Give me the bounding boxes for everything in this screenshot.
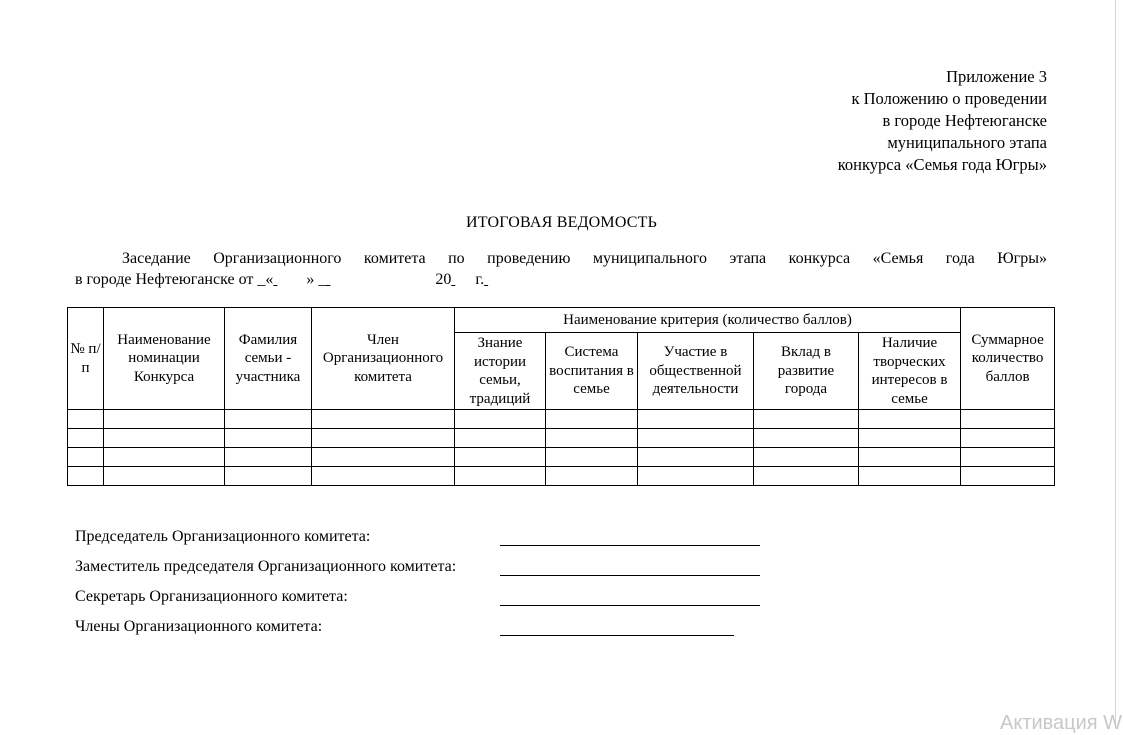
page-edge (1115, 0, 1116, 728)
table-cell[interactable] (104, 429, 225, 448)
appendix-line: в городе Нефтеюганске (882, 111, 1047, 130)
table-cell[interactable] (754, 467, 859, 486)
header-criteria-group: Наименование критерия (количество баллов) (455, 308, 961, 333)
intro-line-2 (75, 269, 1047, 290)
table-cell[interactable] (104, 448, 225, 467)
activation-watermark: Активация W (1000, 712, 1123, 734)
table-cell[interactable] (104, 467, 225, 486)
month-blank[interactable] (326, 269, 435, 290)
table-cell[interactable] (859, 410, 961, 429)
table-row (68, 410, 1055, 429)
header-criterion: Вклад в развитие города (754, 333, 859, 410)
table-cell[interactable] (68, 429, 104, 448)
table-cell[interactable] (754, 410, 859, 429)
table-cell[interactable] (961, 410, 1055, 429)
table-cell[interactable] (312, 467, 455, 486)
table-row (68, 467, 1055, 486)
table-cell[interactable] (754, 448, 859, 467)
table-cell[interactable] (225, 467, 312, 486)
signature-row (75, 556, 456, 586)
table-cell[interactable] (754, 429, 859, 448)
signature-label-secretary: Секретарь Организационного комитета: (75, 588, 348, 605)
signature-row (75, 586, 456, 616)
header-total-score: Суммарное количество баллов (961, 308, 1055, 410)
table-cell[interactable] (312, 448, 455, 467)
intro-quote-close: » _ (306, 271, 327, 288)
signature-label-chairman: Председатель Организационного комитета: (75, 528, 371, 545)
header-criterion: Система воспитания в семье (546, 333, 638, 410)
table-cell[interactable] (961, 467, 1055, 486)
table-cell[interactable] (638, 448, 754, 467)
intro-year-prefix: 20 (435, 271, 452, 288)
header-family: Фамилия семьи - участника (225, 308, 312, 410)
intro-date-prefix: в городе Нефтеюганске от _« (75, 271, 274, 288)
table-cell[interactable] (961, 429, 1055, 448)
signature-label-members: Члены Организационного комитета: (75, 618, 323, 635)
appendix-line: Приложение 3 (946, 67, 1047, 86)
signature-line-members[interactable] (500, 635, 734, 636)
appendix-line: муниципального этапа (887, 133, 1047, 152)
appendix-header (838, 66, 1047, 176)
appendix-line: конкурса «Семья года Югры» (837, 155, 1047, 174)
table-cell[interactable] (68, 467, 104, 486)
table-row (68, 448, 1055, 467)
header-criterion: Знание истории семьи, традиций (455, 333, 546, 410)
signature-row (75, 616, 456, 646)
table-cell[interactable] (455, 410, 546, 429)
table-cell[interactable] (638, 410, 754, 429)
intro-paragraph (75, 248, 1047, 290)
header-criterion: Наличие творческих интересов в семье (859, 333, 961, 410)
signature-line-chairman[interactable] (500, 545, 760, 546)
place-blank[interactable] (484, 269, 694, 290)
intro-line-1: Заседание Организационного комитета по проведению муниципального этапа конкурса «Семья года Югры» (122, 250, 1047, 267)
table-body (68, 410, 1055, 486)
table-cell[interactable] (312, 410, 455, 429)
table-cell[interactable] (455, 448, 546, 467)
signature-line-deputy[interactable] (500, 575, 760, 576)
table-cell[interactable] (455, 429, 546, 448)
header-committee-member: Член Организационного комитета (312, 308, 455, 410)
table-cell[interactable] (638, 467, 754, 486)
header-nomination: Наименование номинации Конкурса (104, 308, 225, 410)
table-cell[interactable] (455, 467, 546, 486)
signature-block (75, 526, 456, 646)
results-table (67, 307, 1055, 486)
table-cell[interactable] (104, 410, 225, 429)
table-cell[interactable] (68, 448, 104, 467)
signature-line-secretary[interactable] (500, 605, 760, 606)
table-cell[interactable] (961, 448, 1055, 467)
header-criterion: Участие в общественной деятельности (638, 333, 754, 410)
table-cell[interactable] (638, 429, 754, 448)
year-blank[interactable] (451, 269, 475, 290)
table-cell[interactable] (546, 429, 638, 448)
table-cell[interactable] (225, 410, 312, 429)
table-cell[interactable] (225, 448, 312, 467)
table-cell[interactable] (546, 448, 638, 467)
table-cell[interactable] (312, 429, 455, 448)
intro-year-suffix: г. (475, 271, 485, 288)
table-row (68, 429, 1055, 448)
table-cell[interactable] (859, 429, 961, 448)
signature-label-deputy: Заместитель председателя Организационного комитета: (75, 558, 457, 575)
signature-row (75, 526, 456, 556)
table-cell[interactable] (546, 467, 638, 486)
table-cell[interactable] (859, 448, 961, 467)
header-num: № п/п (68, 308, 104, 410)
table-cell[interactable] (225, 429, 312, 448)
table-cell[interactable] (68, 410, 104, 429)
document-title: ИТОГОВАЯ ВЕДОМОСТЬ (465, 214, 658, 231)
appendix-line: к Положению о проведении (851, 89, 1047, 108)
table-cell[interactable] (546, 410, 638, 429)
table-cell[interactable] (859, 467, 961, 486)
day-blank[interactable] (273, 269, 306, 290)
